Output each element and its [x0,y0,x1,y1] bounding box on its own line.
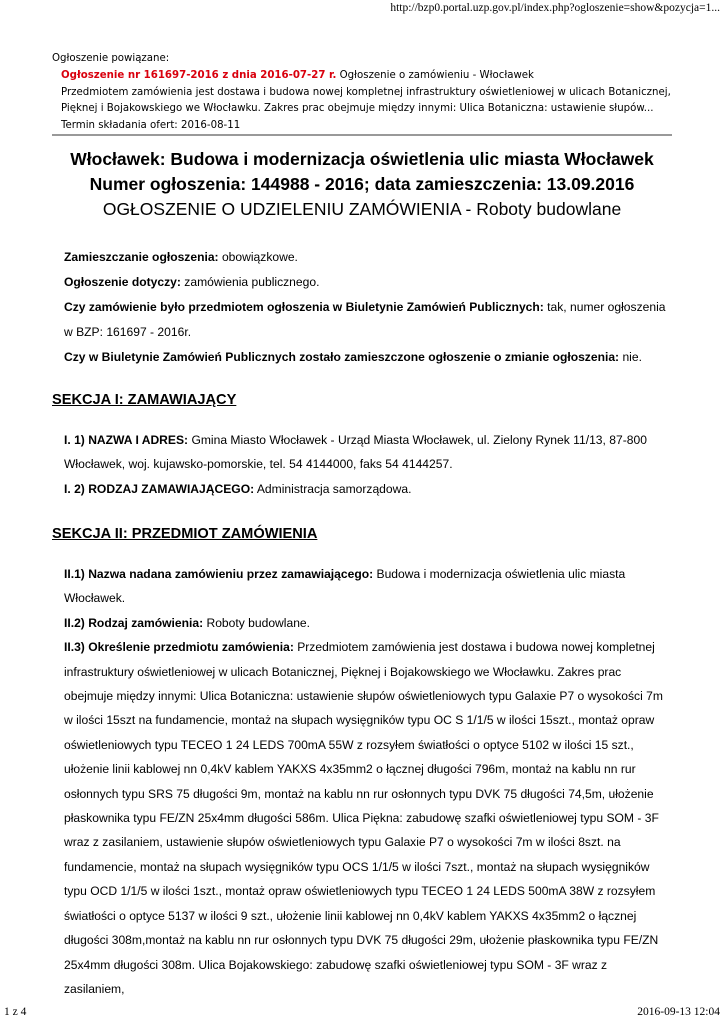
meta-item: Ogłoszenie dotyczy: zamówienia publicznego. [64,275,320,289]
notice-title: Włocławek: Budowa i modernizacja oświetlenia ulic miasta Włocławek [70,149,654,169]
related-notice [52,51,672,135]
page-number: 1 z 4 [4,1006,27,1018]
notice-number: Numer ogłoszenia: 144988 - 2016; data zamieszczenia: 13.09.2016 [89,174,635,194]
related-body [52,68,672,135]
notice-title-block [52,147,672,222]
section-1-item: I. 1) NAZWA I ADRES: Gmina Miasto Włocławek - Urząd Miasta Włocławek, ul. Zielony Rynek 11/13, 87-800 Włocławek, woj. kujawsko-pomorskie, tel. 54 4144000, faks 54 4144257. [64,433,647,472]
page-url: http://bzp0.portal.uzp.gov.pl/index.php?ogloszenie=show&pozycja=1... [390,2,720,14]
section-2-item: II.1) Nazwa nadana zamówieniu przez zamawiającego: Budowa i modernizacja oświetlenia ulic miasta Włocławek. [64,567,626,606]
related-ref-line [61,68,672,85]
related-description: Przedmiotem zamówienia jest dostawa i budowa nowej kompletnej infrastruktury oświetleniowej w ulicach Botanicznej, Pięknej i Bojakowskiego we Włocławku. Zakres prac obejmuje między innymi: Ulica Botaniczna: ustawienie słupów... [61,86,671,115]
related-ref-suffix: Ogłoszenie o zamówieniu - Włocławek [336,69,534,81]
notice-type: OGŁOSZENIE O UDZIELENIU ZAMÓWIENIA - Roboty budowlane [102,199,622,219]
section-1-item: I. 2) RODZAJ ZAMAWIAJĄCEGO: Administracja samorządowa. [64,481,412,496]
section-2-heading: SEKCJA II: PRZEDMIOT ZAMÓWIENIA [52,526,318,542]
print-datetime: 2016-09-13 12:04 [637,1006,720,1018]
section-2-item: II.2) Rodzaj zamówienia: Roboty budowlane. [64,615,311,630]
meta-item: Czy zamówienie było przedmiotem ogłoszenia w Biuletynie Zamówień Publicznych: tak, numer ogłoszenia w BZP: 161697 - 2016r. [64,300,666,339]
related-deadline: Termin składania ofert: 2016-08-11 [61,120,241,132]
section-2-item: II.3) Określenie przedmiotu zamówienia: Przedmiotem zamówienia jest dostawa i budowa nowej kompletnej infrastruktury oświetleniowej w ulicach Botanicznej, Pięknej i Bojakowskiego we Włocławku. Zakres prac obejmuje między innymi: Ulica Botaniczna: ustawienie słupów oświetleniowych typu Galaxie P7 o wysokości 7m w ilości 15szt na fundamencie, montaż na słupach wysięgników typu OC S 1/1/5 w ilości 15szt., montaż opraw oświetleniowych typu TECEO 1 24 LEDS 700mA 55W z rozsyłem światłości o optyce 5102 w ilości 15 szt., ułożenie linii kablowej nn 0,4kV kablem YAKXS 4x35mm2 o łącznej długości 796m, montaż na kablu nn rur osłonnych typu SRS 75 długości 9m, montaż na kablu nn rur osłonnych typu DVK 75 długości 74,5m, ułożenie płaskownika typu FE/ZN 25x4mm długości 586m. Ulica Piękna: zabudowę szafki oświetleniowej typu SOM - 3F wraz z zasilaniem, ustawienie słupów oświetleniowych typu Galaxie P7 o wysokości 7m w ilości 8szt. na fundamencie, montaż na słupach wysięgników typu OCS 1/1/5 w ilości 7szt., montaż na słupach wysięgników typu OCD 1/1/5 w ilości 1szt., montaż opraw oświetleniowych typu TECEO 1 24 LEDS 500mA 38W z rozsyłem światłości o optyce 5137 w ilości 9 szt., ułożenie linii kablowej nn 0,4kV kablem YAKXS 4x35mm2 o łącznej długości 308m,montaż na kablu nn rur osłonnych typu DVK 75 długości 29m, ułożenie płaskownika typu FE/ZN 25x4mm długości 308m. Ulica Bojakowskiego: zabudowę szafki oświetleniowej typu SOM - 3F wraz z zasilaniem, [64,640,663,996]
divider [52,134,672,136]
meta-item: Czy w Biuletynie Zamówień Publicznych zostało zamieszczone ogłoszenie o zmianie ogłoszenia: nie. [64,350,642,364]
meta-item: Zamieszczanie ogłoszenia: obowiązkowe. [64,250,298,264]
related-notice-link[interactable]: Ogłoszenie nr 161697-2016 z dnia 2016-07-27 r. [61,69,337,81]
section-2-body [64,562,670,1001]
section-1-heading: SEKCJA I: ZAMAWIAJĄCY [52,392,237,408]
section-1-body [64,428,670,501]
related-label: Ogłoszenie powiązane: [52,53,170,64]
notice-meta [64,245,670,370]
